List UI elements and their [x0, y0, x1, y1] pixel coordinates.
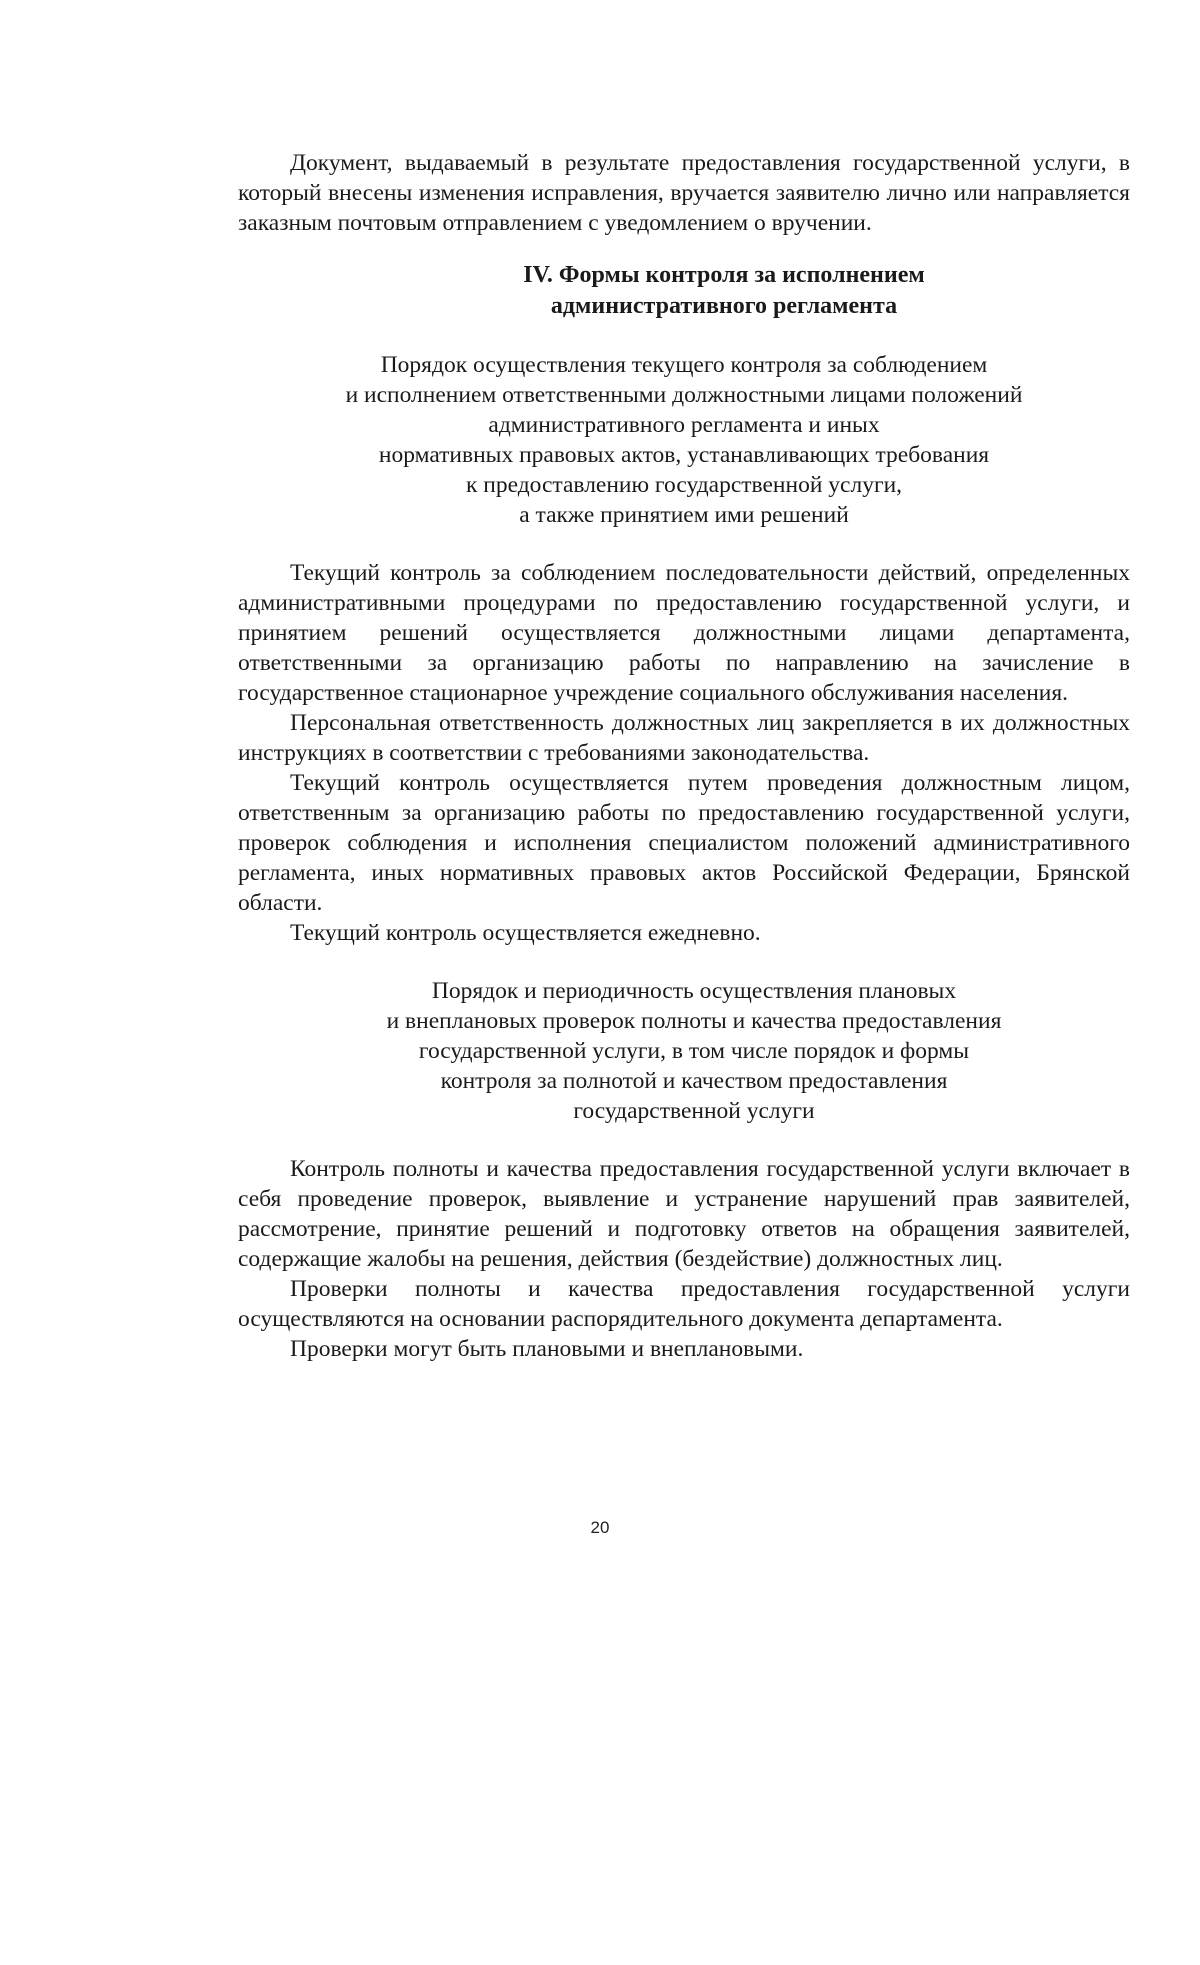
subheading-line: государственной услуги: [573, 1098, 815, 1124]
subheading-line: государственной услуги, в том числе порядок и формы: [418, 1038, 970, 1064]
section-body-1: [238, 558, 1130, 948]
subheading-line: Порядок осуществления текущего контроля за соблюдением: [380, 352, 988, 378]
subheading-line: Порядок и периодичность осуществления плановых: [431, 978, 957, 1004]
section-heading-line-1: IV. Формы контроля за исполнением: [523, 262, 925, 288]
intro-paragraph: Документ, выдаваемый в результате предоставления государственной услуги, в который внесены изменения исправления, вручается заявителю лично или направляется заказным почтовым отправлением с уведомлением о вручении.: [238, 150, 1130, 236]
subheading-line: контроля за полнотой и качеством предоставления: [440, 1068, 948, 1094]
section-heading: [238, 260, 1130, 322]
subheading-line: и внеплановых проверок полноты и качества предоставления: [386, 1008, 1002, 1034]
section-body-2: [238, 1154, 1130, 1364]
section-heading-line-2: административного регламента: [550, 293, 898, 319]
subheading-inspections: [238, 976, 1130, 1126]
subheading-current-control: [238, 350, 1130, 530]
subheading-line: и исполнением ответственными должностными лицами положений: [345, 382, 1023, 408]
subheading-line: нормативных правовых актов, устанавливающих требования: [378, 442, 990, 468]
body-paragraph: Текущий контроль осуществляется ежедневно.: [290, 920, 761, 946]
body-paragraph: Проверки полноты и качества предоставления государственной услуги осуществляются на основании распорядительного документа департамента.: [238, 1276, 1130, 1332]
body-paragraph: Проверки могут быть плановыми и внеплановыми.: [290, 1336, 804, 1362]
document-page: [238, 148, 1130, 1364]
body-paragraph: Персональная ответственность должностных лиц закрепляется в их должностных инструкциях в соответствии с требованиями законодательства.: [238, 710, 1130, 766]
body-paragraph: Текущий контроль за соблюдением последовательности действий, определенных административными процедурами по предоставлению государственной услуги, и принятием решений осуществляется должностными лицами департамента, ответственными за организацию работы по направлению на зачисление в государственное стационарное учреждение социального обслуживания населения.: [238, 560, 1130, 706]
subheading-line: а также принятием ими решений: [519, 502, 849, 528]
body-paragraph: Контроль полноты и качества предоставления государственной услуги включает в себя проведение проверок, выявление и устранение нарушений прав заявителей, рассмотрение, принятие решений и подготовку ответов на обращения заявителей, содержащие жалобы на решения, действия (бездействие) должностных лиц.: [238, 1156, 1130, 1272]
body-paragraph: Текущий контроль осуществляется путем проведения должностным лицом, ответственным за организацию работы по предоставлению государственной услуги, проверок соблюдения и исполнения специалистом положений административного регламента, иных нормативных правовых актов Российской Федерации, Брянской области.: [238, 770, 1130, 916]
subheading-line: административного регламента и иных: [488, 412, 880, 438]
page-number: 20: [590, 1518, 610, 1537]
subheading-line: к предоставлению государственной услуги,: [465, 472, 903, 498]
